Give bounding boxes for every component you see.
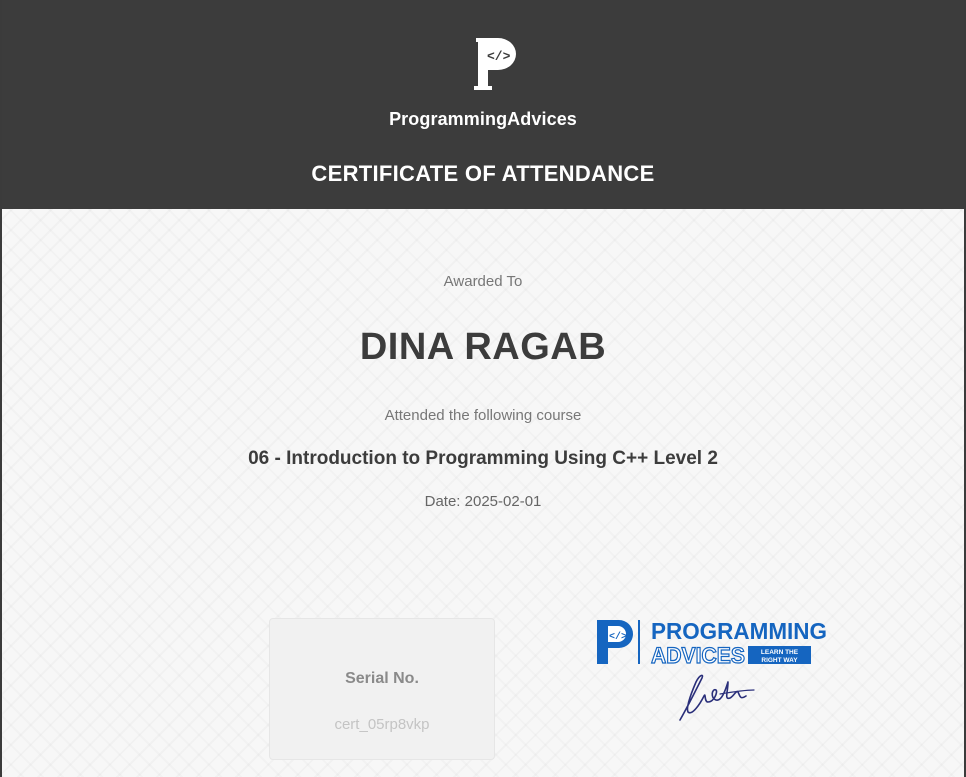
logo-line2: ADVICES	[651, 643, 745, 668]
certificate-title: CERTIFICATE OF ATTENDANCE	[311, 161, 655, 186]
programming-advices-logo	[595, 616, 831, 672]
recipient-name: DINA RAGAB	[359, 326, 607, 368]
certificate-date: Date: 2025-02-01	[424, 493, 542, 510]
attended-label: Attended the following course	[384, 407, 582, 424]
svg-text:</>: </>	[609, 632, 628, 643]
serial-box	[269, 618, 495, 760]
logo-tagline-1: LEARN THE	[760, 649, 799, 656]
svg-text:</>: </>	[487, 49, 511, 64]
logo-tagline-2: RIGHT WAY	[761, 657, 798, 664]
signature	[674, 668, 758, 726]
brand-name: ProgrammingAdvices	[389, 109, 577, 129]
serial-value: cert_05rp8vkp	[334, 716, 430, 733]
course-name: 06 - Introduction to Programming Using C++ Level 2	[248, 448, 718, 469]
serial-label: Serial No.	[345, 670, 419, 687]
logo-line1: PROGRAMMING	[651, 618, 827, 644]
certificate-header	[2, 0, 964, 209]
awarded-label: Awarded To	[443, 273, 523, 290]
p-code-logo-icon	[472, 36, 518, 92]
